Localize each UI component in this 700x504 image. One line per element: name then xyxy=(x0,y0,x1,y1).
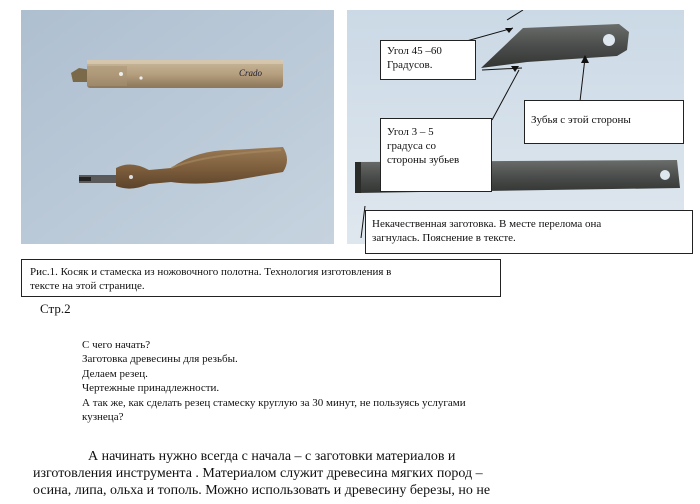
contents-item: Делаем резец. xyxy=(82,367,148,380)
page-number: Стр.2 xyxy=(40,301,71,316)
contents-list xyxy=(82,338,466,424)
contents-item: С чего начать? xyxy=(82,339,151,351)
contents-item: А так же, как сделать резец стамеску круглую за 30 минут, не пользуясь услугами xyxy=(82,396,466,409)
callout-angle-bottom-line3: стороны зубьев xyxy=(387,154,460,166)
figure-caption-line2: тексте на этой странице. xyxy=(30,280,145,292)
body-line: осина, липа, ольха и тополь. Можно использовать и древесину березы, но не xyxy=(33,483,491,498)
callout-defect xyxy=(365,210,693,254)
callout-defect-line2: загнулась. Пояснение в тексте. xyxy=(372,232,516,244)
body-line: А начинать нужно всегда с начала – с заготовки материалов и xyxy=(88,449,456,464)
tool-signature: Crado xyxy=(239,68,263,78)
figure-caption-line1: Рис.1. Косяк и стамеска из ножовочного полотна. Технология изготовления в xyxy=(30,266,392,278)
callout-angle-bottom-line2: градуса со xyxy=(387,140,437,152)
knife-photo xyxy=(21,10,334,244)
callout-defect-line1: Некачественная заготовка. В месте перелома она xyxy=(372,218,602,230)
contents-item: Чертежные принадлежности. xyxy=(82,382,220,395)
callout-angle-bottom xyxy=(380,118,492,192)
callout-angle-bottom-line1: Угол 3 – 5 xyxy=(387,126,434,138)
body-line: изготовления инструмента . Материалом служит древесина мягких пород – xyxy=(33,466,483,481)
callout-teeth-text: Зубья с этой стороны xyxy=(531,114,631,126)
knife-photo-drawing xyxy=(21,10,334,244)
body-paragraph xyxy=(33,448,693,499)
contents-item: Заготовка древесины для резьбы. xyxy=(82,353,238,366)
figure-caption xyxy=(21,259,501,297)
callout-angle-top-line2: Градусов. xyxy=(387,59,433,71)
contents-item: кузнеца? xyxy=(82,411,124,424)
callout-angle-top-line1: Угол 45 –60 xyxy=(387,45,442,57)
kosyak-knife xyxy=(71,60,283,88)
callout-teeth xyxy=(524,100,684,144)
callout-angle-top xyxy=(380,40,476,80)
